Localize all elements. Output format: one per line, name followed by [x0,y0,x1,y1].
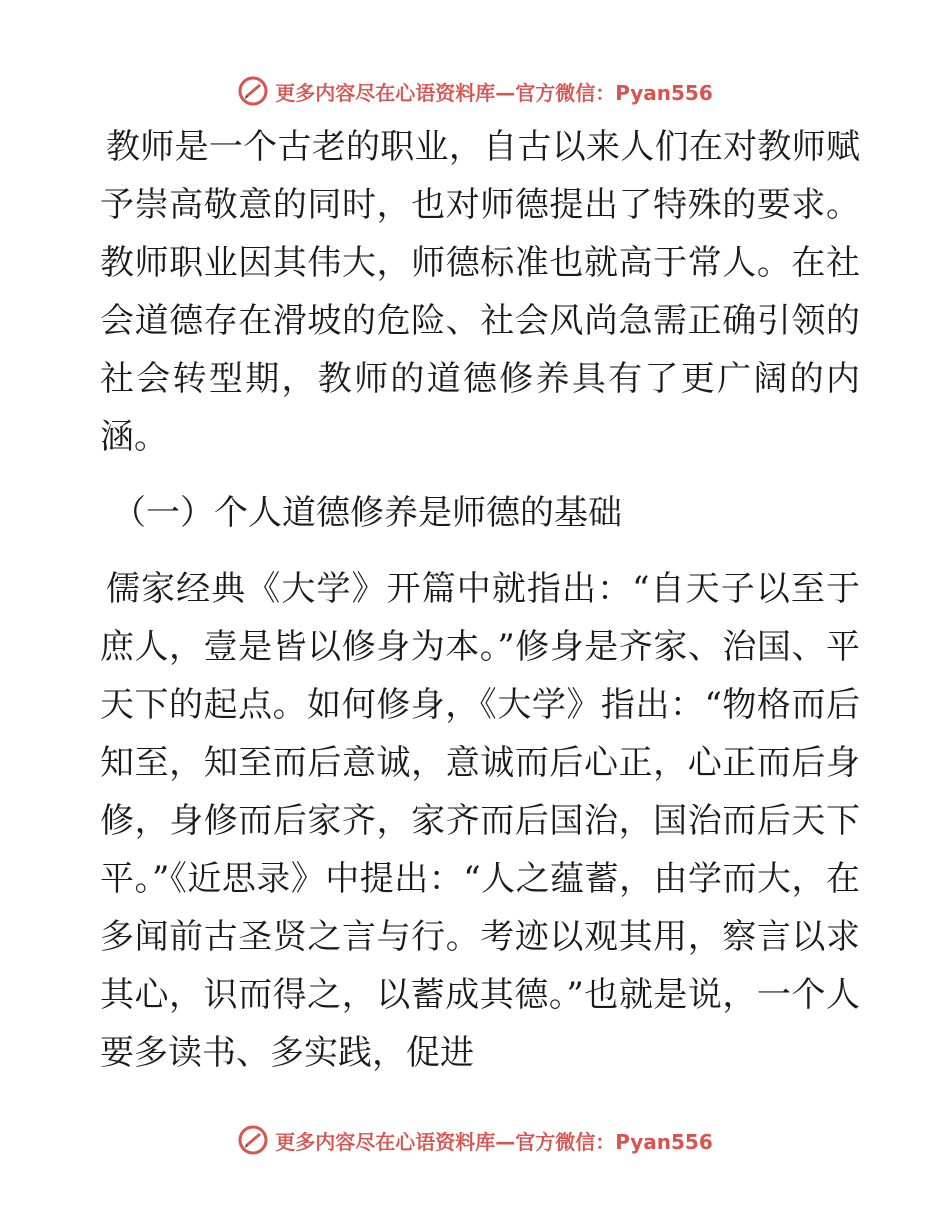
logo-icon [237,75,269,107]
section-heading: （一）个人道德修养是师德的基础 [112,493,622,533]
paragraph-intro: 教师是一个古老的职业，自古以来人们在对教师赋予崇高敬意的同时，也对师德提出了特殊的要求。教师职业因其伟大，师德标准也就高于常人。在社会道德存在滑坡的危险、社会风尚急需正确引领的社会转型期，教师的道德修养具有了更广阔的内涵。 [100,127,860,457]
document-body [100,118,860,1082]
watermark-text: 更多内容尽在心语资料库—官方微信：Pyan556 [275,1129,713,1154]
watermark-text: 更多内容尽在心语资料库—官方微信：Pyan556 [275,80,713,105]
logo-icon [237,1124,269,1156]
paragraph-daxue: 儒家经典《大学》开篇中就指出：“自天子以至于庶人，壹是皆以修身为本。”修身是齐家、治国、平天下的起点。如何修身，《大学》指出：“物格而后知至，知至而后意诚，意诚而后心正，心正而后身修，身修而后家齐，家齐而后国治，国治而后天下平。”《近思录》中提出：“人之蕴蓄，由学而大，在多闻前古圣贤之言与行。考迹以观其用，察言以求其心，识而得之，以蓄成其德。”也就是说，一个人要多读书、多实践，促进 [100,569,860,1073]
header-watermark [0,71,950,111]
footer-watermark [0,1120,950,1160]
